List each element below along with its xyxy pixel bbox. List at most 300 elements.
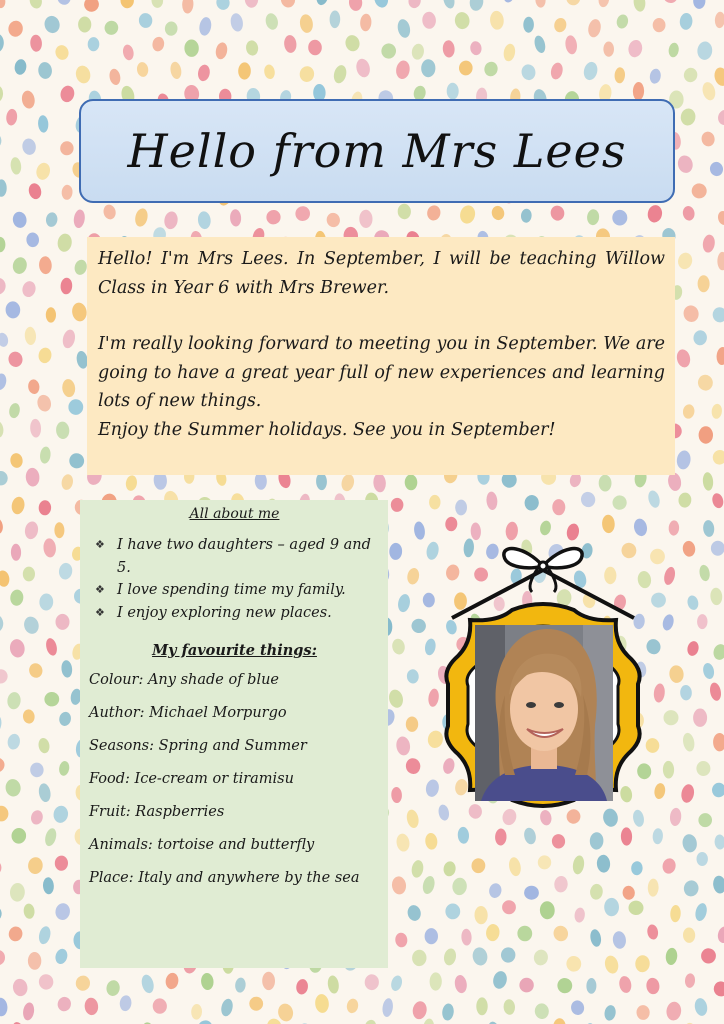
background-dot: [22, 709, 35, 725]
background-dot: [0, 470, 8, 486]
background-dot: [682, 540, 696, 557]
background-dot: [28, 662, 44, 679]
background-dot: [30, 419, 42, 438]
background-dot: [56, 614, 70, 630]
background-dot: [699, 426, 713, 443]
background-dot: [21, 90, 37, 110]
intro-paragraph-3: Enjoy the Summer holidays. See you in September!: [98, 419, 556, 440]
background-dot: [646, 204, 663, 224]
background-dot: [429, 972, 442, 990]
background-dot: [680, 685, 692, 701]
background-dot: [713, 733, 724, 752]
background-dot: [0, 33, 4, 52]
background-dot: [690, 182, 708, 200]
background-dot: [589, 928, 602, 947]
background-dot: [325, 211, 341, 228]
background-dot: [441, 1003, 454, 1021]
background-dot: [38, 500, 51, 516]
background-dot: [454, 11, 471, 30]
background-dot: [443, 947, 458, 966]
background-dot: [0, 132, 3, 148]
background-dot: [686, 594, 699, 610]
background-dot: [598, 0, 611, 8]
background-dot: [471, 946, 489, 967]
background-dot: [670, 905, 681, 923]
background-dot: [7, 691, 22, 709]
background-dot: [169, 61, 182, 80]
background-dot: [676, 251, 694, 270]
background-dot: [395, 932, 408, 948]
background-dot: [507, 856, 522, 877]
background-dot: [682, 732, 696, 753]
background-dot: [299, 65, 315, 83]
background-dot: [442, 40, 455, 58]
background-dot: [57, 233, 73, 253]
background-dot: [675, 348, 691, 369]
background-dot: [360, 13, 372, 31]
background-dot: [717, 210, 724, 226]
background-dot: [717, 109, 724, 127]
background-dot: [381, 998, 394, 1018]
background-dot: [697, 614, 708, 629]
background-dot: [697, 41, 713, 61]
background-dot: [397, 203, 411, 219]
background-dot: [9, 452, 23, 469]
background-dot: [549, 204, 565, 221]
background-dot: [140, 973, 156, 994]
background-dot: [391, 638, 406, 656]
about-item-text: I have two daughters – aged 9 and 5.: [117, 537, 371, 576]
background-dot: [524, 886, 539, 900]
background-dot: [711, 449, 724, 466]
background-dot: [614, 67, 625, 84]
background-dot: [234, 977, 246, 993]
background-dot: [249, 996, 264, 1011]
background-dot: [452, 877, 468, 896]
background-dot: [0, 714, 3, 735]
background-dot: [23, 903, 35, 919]
background-dot: [702, 234, 716, 253]
background-dot: [714, 834, 724, 850]
background-dot: [103, 19, 120, 36]
background-dot: [422, 1018, 435, 1024]
background-dot: [565, 523, 580, 542]
background-dot: [71, 302, 88, 323]
background-dot: [37, 925, 52, 945]
background-dot: [652, 828, 663, 845]
background-dot: [42, 877, 54, 895]
background-dot: [61, 660, 73, 678]
about-item-text: I enjoy exploring new places.: [117, 604, 332, 621]
background-dot: [701, 81, 718, 102]
background-dot: [572, 855, 586, 875]
background-dot: [37, 347, 52, 365]
background-dot: [184, 39, 199, 57]
background-dot: [163, 210, 179, 230]
background-dot: [633, 82, 645, 101]
background-dot: [596, 854, 610, 873]
background-dot: [702, 472, 714, 491]
background-dot: [711, 306, 724, 323]
background-dot: [680, 783, 696, 804]
background-dot: [0, 805, 9, 821]
background-dot: [702, 520, 714, 538]
background-dot: [696, 761, 711, 776]
background-dot: [683, 879, 700, 897]
background-dot: [277, 1002, 295, 1022]
teacher-photo: [475, 625, 613, 801]
intro-paragraph-1: Hello! I'm Mrs Lees. In September, I will be teaching Willow Class in Year 6 with Mrs Brewer.: [98, 249, 665, 298]
background-dot: [676, 154, 694, 175]
background-dot: [646, 924, 659, 941]
background-dot: [262, 972, 275, 991]
background-dot: [75, 975, 91, 992]
about-me-box: [80, 500, 388, 968]
background-dot: [30, 809, 45, 826]
background-dot: [445, 516, 458, 531]
background-dot: [714, 11, 724, 28]
background-dot: [197, 211, 211, 230]
background-dot: [0, 420, 5, 439]
background-dot: [611, 494, 628, 511]
background-dot: [603, 954, 620, 975]
background-dot: [263, 64, 276, 80]
background-dot: [697, 374, 714, 392]
background-dot: [599, 475, 612, 492]
background-dot: [647, 878, 658, 896]
background-dot: [682, 66, 698, 83]
background-dot: [138, 12, 153, 28]
background-dot: [58, 711, 72, 727]
background-dot: [6, 733, 21, 751]
background-dot: [215, 0, 231, 11]
background-dot: [535, 0, 546, 8]
background-dot: [11, 256, 28, 275]
background-dot: [24, 326, 36, 345]
background-dot: [389, 543, 402, 560]
background-dot: [711, 782, 724, 798]
background-dot: [84, 997, 99, 1016]
background-dot: [55, 855, 69, 871]
background-dot: [22, 1002, 35, 1021]
background-dot: [679, 107, 696, 126]
background-dot: [534, 1003, 550, 1020]
background-dot: [661, 857, 676, 874]
background-dot: [566, 0, 581, 6]
background-dot: [413, 521, 426, 540]
background-dot: [712, 875, 724, 894]
background-dot: [387, 688, 405, 709]
background-dot: [649, 68, 662, 85]
background-dot: [622, 885, 636, 900]
background-dot: [133, 207, 149, 228]
background-dot: [485, 923, 500, 942]
background-dot: [395, 736, 411, 757]
background-dot: [54, 44, 70, 62]
background-dot: [28, 0, 43, 10]
background-dot: [38, 256, 52, 275]
background-dot: [694, 902, 709, 922]
background-dot: [455, 499, 467, 515]
background-dot: [489, 10, 504, 30]
background-dot: [73, 259, 88, 277]
background-dot: [490, 205, 505, 222]
background-dot: [712, 643, 724, 662]
background-dot: [83, 0, 100, 13]
background-dot: [566, 955, 582, 972]
background-dot: [59, 84, 76, 103]
background-dot: [0, 668, 9, 685]
background-dot: [23, 567, 35, 582]
background-dot: [682, 304, 700, 324]
background-dot: [344, 34, 361, 53]
background-dot: [556, 977, 574, 995]
favourite-animals: Animals: tortoise and butterfly: [89, 837, 315, 853]
background-dot: [56, 996, 72, 1013]
background-dot: [25, 467, 40, 487]
background-dot: [119, 995, 132, 1012]
background-dot: [14, 58, 28, 75]
background-dot: [196, 1019, 214, 1024]
background-dot: [120, 0, 134, 8]
background-dot: [0, 756, 6, 773]
background-dot: [264, 12, 279, 31]
background-dot: [552, 924, 570, 943]
background-dot: [61, 184, 73, 200]
background-dot: [22, 615, 40, 636]
background-dot: [11, 828, 27, 845]
background-dot: [327, 975, 340, 995]
background-dot: [411, 43, 425, 61]
background-dot: [523, 17, 534, 33]
background-dot: [665, 1001, 682, 1021]
background-dot: [603, 1004, 617, 1021]
diamond-bullet-icon: ❖: [95, 583, 105, 596]
background-dot: [698, 813, 712, 827]
background-dot: [539, 519, 553, 536]
background-dot: [693, 329, 708, 346]
background-dot: [5, 301, 20, 319]
background-dot: [340, 473, 356, 493]
background-dot: [88, 37, 100, 51]
background-dot: [410, 617, 428, 634]
background-dot: [458, 204, 477, 225]
background-dot: [348, 0, 362, 11]
background-dot: [30, 762, 45, 778]
background-dot: [612, 930, 627, 949]
background-dot: [445, 903, 460, 919]
background-dot: [37, 61, 52, 79]
background-dot: [602, 514, 616, 533]
background-dot: [56, 0, 72, 6]
background-dot: [54, 522, 64, 538]
background-dot: [61, 328, 77, 349]
background-dot: [9, 638, 26, 658]
background-dot: [502, 43, 516, 62]
background-dot: [491, 970, 508, 990]
background-dot: [45, 212, 58, 228]
background-dot: [709, 161, 724, 178]
background-dot: [391, 876, 407, 896]
favourite-author: Author: Michael Morpurgo: [89, 705, 287, 721]
background-dot: [0, 277, 7, 296]
background-dot: [5, 108, 17, 126]
background-dot: [662, 566, 676, 586]
background-dot: [315, 0, 330, 6]
background-dot: [364, 974, 379, 991]
background-dot: [495, 828, 507, 845]
background-dot: [665, 947, 678, 965]
background-dot: [502, 0, 515, 3]
background-dot: [395, 833, 410, 853]
background-dot: [38, 974, 54, 991]
favourites-heading: My favourite things:: [152, 642, 317, 659]
background-dot: [693, 709, 707, 727]
background-dot: [0, 613, 4, 633]
background-dot: [73, 209, 86, 229]
background-dot: [182, 0, 194, 14]
background-dot: [60, 277, 73, 294]
background-dot: [105, 979, 121, 997]
background-dot: [519, 978, 534, 993]
background-dot: [346, 998, 360, 1014]
background-dot: [713, 980, 724, 997]
background-dot: [570, 999, 585, 1016]
background-dot: [74, 64, 92, 85]
background-dot: [710, 587, 723, 605]
background-dot: [716, 925, 724, 944]
background-dot: [102, 203, 117, 220]
background-dot: [701, 131, 716, 148]
background-dot: [636, 1005, 650, 1020]
background-dot: [245, 0, 259, 8]
background-dot: [407, 0, 422, 9]
background-dot: [520, 63, 537, 81]
background-dot: [151, 0, 164, 8]
favourite-seasons: Seasons: Spring and Summer: [89, 738, 307, 754]
background-dot: [647, 489, 662, 509]
background-dot: [238, 62, 251, 79]
background-dot: [43, 827, 58, 847]
background-dot: [9, 883, 25, 903]
background-dot: [39, 446, 51, 464]
background-dot: [52, 805, 69, 824]
background-dot: [152, 998, 167, 1014]
about-item-text: I love spending time my family.: [117, 582, 346, 598]
background-dot: [60, 141, 74, 155]
background-dot: [125, 475, 138, 492]
intro-paragraph-2: I'm really looking forward to meeting you in September. We are going to have a great year full of new experiences and learning lots of new things.: [98, 334, 665, 411]
background-dot: [283, 35, 297, 54]
background-dot: [682, 205, 696, 221]
background-dot: [46, 307, 56, 322]
background-dot: [151, 36, 165, 52]
background-dot: [43, 538, 57, 558]
background-dot: [21, 137, 37, 155]
background-dot: [631, 861, 644, 876]
background-dot: [661, 613, 675, 632]
background-dot: [308, 39, 322, 55]
background-dot: [549, 61, 564, 80]
background-dot: [471, 858, 486, 874]
background-dot: [411, 1000, 428, 1020]
background-dot: [7, 20, 24, 38]
background-dot: [35, 161, 52, 181]
background-dot: [54, 902, 71, 921]
background-dot: [582, 60, 599, 81]
background-dot: [574, 907, 586, 923]
background-dot: [38, 115, 49, 133]
background-dot: [229, 12, 244, 32]
background-dot: [412, 950, 427, 967]
page-title: Hello from Mrs Lees: [127, 124, 627, 178]
background-dot: [711, 492, 724, 509]
background-dot: [245, 40, 259, 57]
background-dot: [564, 35, 578, 55]
background-dot: [60, 473, 74, 491]
background-dot: [406, 567, 420, 585]
background-dot: [10, 157, 22, 176]
background-dot: [54, 947, 69, 965]
background-dot: [461, 928, 472, 945]
background-dot: [0, 905, 3, 922]
background-dot: [0, 570, 11, 588]
background-dot: [615, 13, 629, 29]
background-dot: [28, 952, 42, 970]
background-dot: [633, 0, 647, 12]
background-dot: [483, 60, 499, 77]
background-dot: [27, 856, 43, 874]
background-dot: [12, 978, 29, 997]
favourite-colour: Colour: Any shade of blue: [89, 672, 280, 688]
background-dot: [58, 760, 70, 776]
background-dot: [314, 994, 329, 1014]
background-dot: [693, 0, 705, 9]
background-dot: [372, 0, 389, 9]
background-dot: [587, 18, 603, 39]
background-dot: [405, 757, 422, 775]
background-dot: [579, 490, 596, 508]
background-dot: [533, 34, 547, 54]
background-dot: [421, 875, 436, 896]
background-dot: [0, 0, 7, 9]
background-dot: [380, 42, 397, 60]
background-dot: [632, 517, 648, 537]
background-dot: [668, 42, 680, 58]
background-dot: [294, 205, 311, 222]
about-heading: All about me: [189, 506, 280, 522]
background-dot: [4, 778, 21, 797]
background-dot: [443, 861, 457, 878]
background-dot: [390, 974, 404, 992]
background-dot: [220, 998, 235, 1018]
background-dot: [280, 0, 296, 8]
background-dot: [469, 40, 482, 55]
background-dot: [693, 997, 708, 1017]
background-dot: [554, 875, 569, 893]
background-dot: [488, 882, 503, 899]
background-dot: [27, 182, 43, 200]
background-dot: [43, 14, 61, 34]
background-dot: [589, 883, 603, 900]
background-dot: [421, 59, 436, 77]
background-dot: [520, 208, 532, 223]
background-dot: [136, 61, 149, 77]
background-dot: [214, 41, 228, 60]
background-dot: [11, 544, 21, 561]
background-dot: [36, 393, 53, 413]
background-dot: [396, 18, 412, 39]
